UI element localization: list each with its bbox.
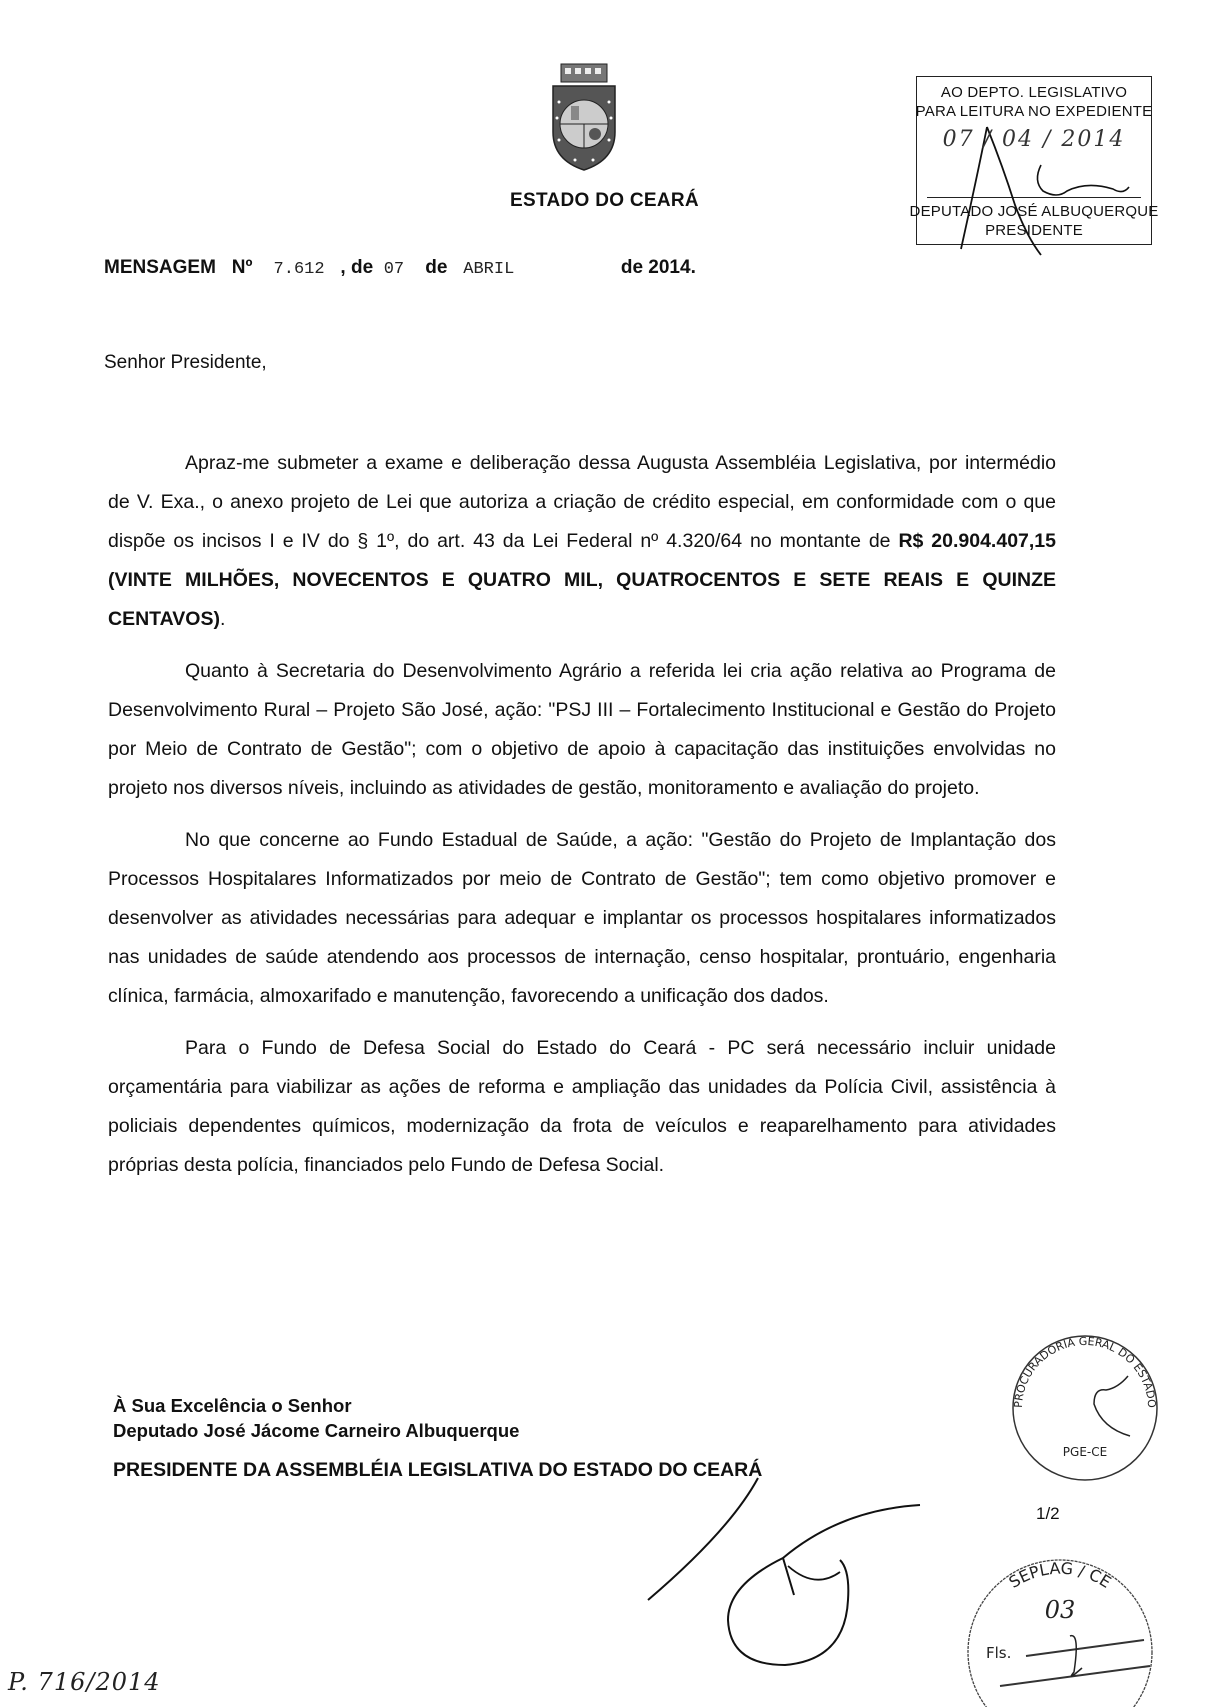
de-label-2: de [425,257,448,278]
coat-of-arms-emblem [545,62,623,174]
pge-seal-icon [1010,1328,1160,1488]
page-number: 1/2 [1036,1504,1060,1523]
governor-signature [640,1460,940,1690]
received-stamp [909,76,1159,245]
paragraph-credit-request [108,444,1056,639]
message-number: 7.612 [273,260,325,279]
stamp-signature-area [917,155,1151,197]
message-year: de 2014. [620,257,696,278]
paragraph-text: Apraz-me submeter a exame e deliberação dessa Augusta Assembléia Legislativa, por intermédio de V. Exa., o anexo projeto de Lei que autoriza a criação de crédito especial, em conformidade com o que dispõe os incisos I e IV do § 1º, do art. 43 da Lei Federal nº 4.320/64 no montante de [108,452,1056,552]
paragraph-text-end: . [219,608,226,630]
paragraph-agrarian: Quanto à Secretaria do Desenvolvimento Agrário a referida lei cria ação relativa ao Programa de Desenvolvimento Rural – Projeto São José, ação: "PSJ III – Fortalecimento Institucional e Gestão do Projeto por Meio de Contrato de Gestão"; com o objetivo de apoio à capacitação das instituições envolvidas no projeto nos diversos níveis, incluindo as atividades de gestão, monitoramento e avaliação do projeto. [108,660,1056,799]
stamp-handwritten-date: 07 / 04 / 2014 [942,127,1126,152]
credit-amount: R$ 20.904.407,15 (VINTE MILHÕES, NOVECENTOS E QUATRO MIL, QUATROCENTOS E SETE REAIS E QUINZE CENTAVOS) [108,530,1056,630]
paragraph-health-fund: No que concerne ao Fundo Estadual de Saúde, a ação: "Gestão do Projeto de Implantação dos Processos Hospitalares Informatizados por meio de Contrato de Gestão"; tem como objetivo promover e desenvolver as atividades necessárias para adequar e implantar os processos hospitalares informatizados nas unidades de saúde atendendo aos processos de internação, censo hospitalar, prontuário, engenharia clínica, farmácia, almoxarifado e manutenção, favorecendo a unificação dos dados. [108,829,1056,1007]
pge-stamp [1010,1328,1160,1488]
paragraph-social-defense: Para o Fundo de Defesa Social do Estado do Ceará - PC será necessário incluir unidade orçamentária para viabilizar as ações de reforma e ampliação das unidades da Polícia Civil, assistência à policiais dependentes químicos, modernização da frota de veículos e reaparelhamento para atividades próprias desta polícia, financiados pelo Fundo de Defesa Social. [108,1037,1056,1176]
stamp-line-reading: PARA LEITURA NO EXPEDIENTE [915,103,1153,120]
signature-icon [640,1460,940,1690]
ceara-shield-icon [545,62,623,174]
seplag-name: SEPLAG / CE [1005,1558,1115,1592]
stamp-line-deputy: DEPUTADO JOSÉ ALBUQUERQUE [909,203,1159,220]
addressee-salutation: À Sua Excelência o Senhor [113,1395,352,1416]
pge-code: PGE-CE [1062,1445,1108,1459]
pge-seal-text: PROCURADORIA GERAL DO ESTADO [1011,1334,1159,1409]
mensagem-label: MENSAGEM [104,257,216,278]
letter-body [108,444,1056,1198]
state-title-text: ESTADO DO CEARÁ [510,190,699,211]
addressee-name: Deputado José Jácome Carneiro Albuquerque [113,1420,520,1441]
handwritten-protocol-note: P. 716/2014 [8,1668,161,1696]
folio-number: 03 [1044,1596,1076,1624]
number-label: Nº [231,257,253,278]
stamp-divider [927,197,1141,198]
stamp-line-department: AO DEPTO. LEGISLATIVO [940,84,1128,101]
addressee-title: PRESIDENTE DA ASSEMBLÉIA LEGISLATIVA DO ESTADO DO CEARÁ [113,1459,763,1481]
greeting: Senhor Presidente, [104,352,267,373]
folio-label: Fls. [986,1644,1012,1662]
seplag-stamp [960,1540,1160,1702]
message-month: ABRIL [463,260,515,279]
message-header-line [104,257,696,279]
seplag-seal-icon [960,1540,1160,1702]
de-label-1: , de [340,257,374,278]
message-day: 07 [383,260,405,279]
stamp-line-president: PRESIDENTE [985,222,1083,239]
